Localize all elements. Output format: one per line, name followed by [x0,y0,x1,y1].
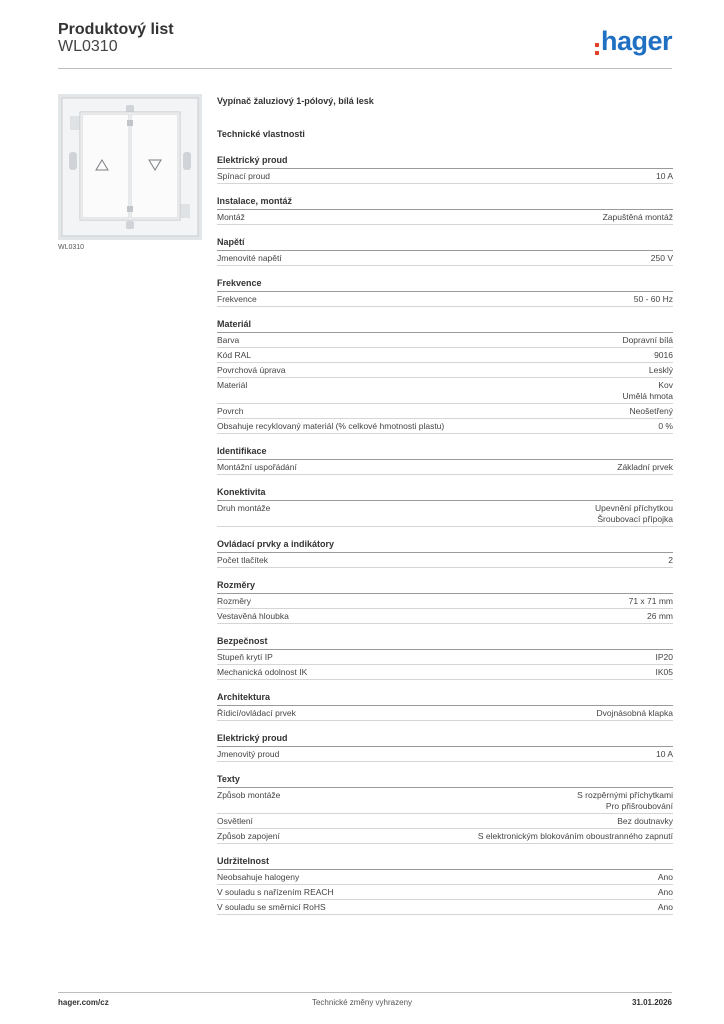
spec-row [217,251,673,266]
spec-value: 2 [668,555,673,565]
product-name: Vypínač žaluziový 1-pólový, bílá lesk [217,96,374,106]
spec-row [217,333,673,348]
spec-value: Kov Umělá hmota [622,380,673,401]
spec-value: Základní prvek [617,462,673,472]
spec-label: Kód RAL [217,350,252,360]
section-title: Napětí [217,237,673,251]
spec-value: Zapuštěná montáž [602,212,673,222]
spec-section [217,237,673,266]
spec-label: V souladu se směrnicí RoHS [217,902,326,912]
section-title: Identifikace [217,446,673,460]
section-title: Elektrický proud [217,733,673,747]
spec-section [217,539,673,568]
spec-label: Materiál [217,380,248,390]
spec-section [217,319,673,434]
spec-row [217,378,673,404]
footer-disclaimer: Technické změny vyhrazeny [311,998,413,1007]
spec-value: S rozpěrnými příchytkami Pro přišroubování [577,790,673,811]
spec-value: IK05 [655,667,673,677]
spec-label: Rozměry [217,596,252,606]
spec-label: V souladu s nařízením REACH [217,887,334,897]
spec-sections [217,155,673,915]
spec-label: Povrch [217,406,244,416]
spec-value: Lesklý [648,365,673,375]
spec-label: Jmenovité napětí [217,253,282,263]
section-title: Architektura [217,692,673,706]
footer-date: 31.01.2026 [631,998,672,1007]
spec-value: 26 mm [647,611,673,621]
spec-value: 250 V [650,253,673,263]
spec-section [217,196,673,225]
spec-row [217,553,673,568]
spec-row [217,788,673,814]
spec-row [217,747,673,762]
spec-row [217,363,673,378]
spec-section [217,692,673,721]
spec-row [217,348,673,363]
spec-row [217,594,673,609]
spec-row [217,404,673,419]
spec-label: Způsob montáže [217,790,281,800]
spec-row [217,292,673,307]
section-title: Ovládací prvky a indikátory [217,539,673,553]
spec-label: Osvětlení [217,816,253,826]
spec-row [217,665,673,680]
spec-value: Neošetřený [629,406,673,416]
spec-section [217,446,673,475]
spec-section [217,155,673,184]
spec-value: Bez doutnavky [617,816,673,826]
section-title: Rozměry [217,580,673,594]
spec-label: Obsahuje recyklovaný materiál (% celkové hmotnosti plastu) [217,421,445,431]
spec-label: Povrchová úprava [217,365,286,375]
logo-mark-icon [595,33,599,56]
spec-value: 10 A [655,171,673,181]
spec-content [217,96,673,915]
section-title: Instalace, montáž [217,196,673,210]
spec-value: 50 - 60 Hz [633,294,673,304]
spec-label: Způsob zapojení [217,831,280,841]
section-title: Elektrický proud [217,155,673,169]
spec-section [217,636,673,680]
spec-value: 71 x 71 mm [628,596,673,606]
spec-row [217,419,673,434]
image-caption: WL0310 [58,244,85,251]
spec-value: Upevnění příchytkou Šroubovací přípojka [595,503,673,524]
spec-label: Montáž [217,212,245,222]
spec-value: 9016 [654,350,673,360]
spec-section [217,733,673,762]
product-code: WL0310 [58,38,118,55]
spec-row [217,870,673,885]
spec-row [217,814,673,829]
spec-label: Frekvence [217,294,257,304]
spec-section [217,774,673,844]
section-title: Texty [217,774,673,788]
spec-value: Dopravní bílá [622,335,673,345]
section-title: Konektivita [217,487,673,501]
spec-row [217,210,673,225]
footer-website-link[interactable]: hager.com/cz [58,998,109,1007]
spec-value: Ano [657,872,673,882]
section-title: Materiál [217,319,673,333]
spec-label: Barva [217,335,240,345]
spec-row [217,829,673,844]
spec-label: Jmenovitý proud [217,749,280,759]
spec-label: Spínací proud [217,171,270,181]
hager-logo[interactable] [595,26,672,56]
spec-label: Vestavěná hloubka [217,611,289,621]
spec-value: Dvojnásobná klapka [596,708,673,718]
spec-label: Montážní uspořádání [217,462,297,472]
page-title: Produktový list [58,21,174,38]
spec-section [217,487,673,527]
spec-label: Počet tlačítek [217,555,269,565]
spec-value: 10 A [655,749,673,759]
spec-value: 0 % [658,421,673,431]
spec-row [217,900,673,915]
spec-label: Druh montáže [217,503,271,513]
spec-row [217,885,673,900]
spec-label: Stupeň krytí IP [217,652,273,662]
spec-value: Ano [657,902,673,912]
spec-value: S elektronickým blokováním oboustranného zapnutí [477,831,673,841]
spec-row [217,169,673,184]
spec-row [217,609,673,624]
product-image [58,94,202,240]
spec-value: Ano [657,887,673,897]
spec-section [217,856,673,915]
spec-section [217,580,673,624]
logo-text: hager [600,26,672,56]
header-divider [58,68,672,69]
section-title: Frekvence [217,278,673,292]
spec-label: Neobsahuje halogeny [217,872,300,882]
spec-row [217,501,673,527]
spec-value: IP20 [655,652,673,662]
spec-label: Mechanická odolnost IK [217,667,308,677]
technical-properties-heading: Technické vlastnosti [217,129,305,139]
spec-label: Řídicí/ovládací prvek [217,708,296,718]
footer-divider [58,992,672,993]
spec-row [217,706,673,721]
section-title: Bezpečnost [217,636,673,650]
roller-shutter-switch-icon [58,94,202,240]
spec-row [217,460,673,475]
spec-row [217,650,673,665]
section-title: Udržitelnost [217,856,673,870]
spec-section [217,278,673,307]
